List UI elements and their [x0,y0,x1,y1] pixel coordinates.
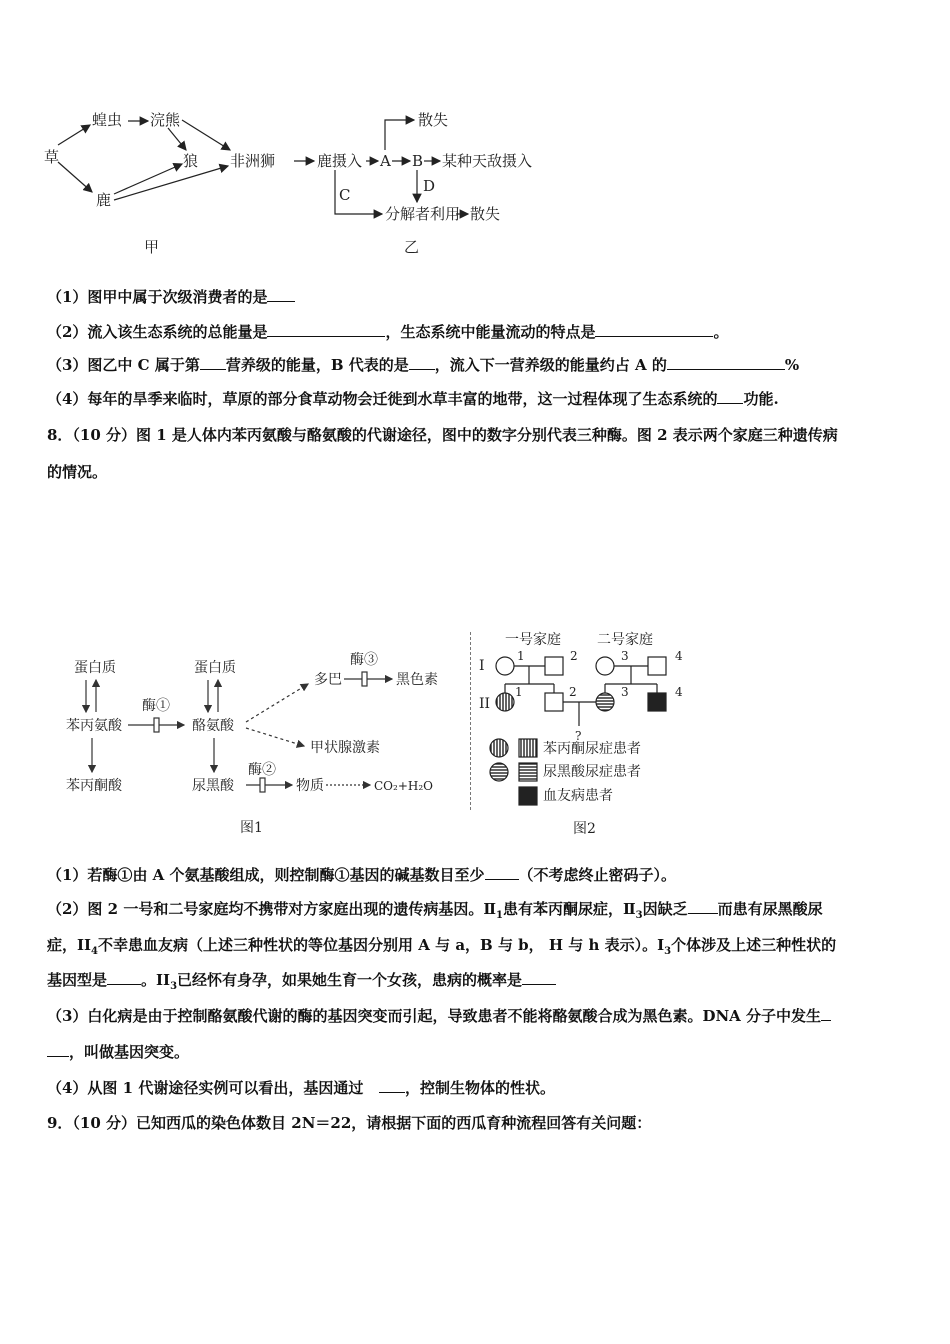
figure-1-pathway [60,640,460,840]
f2-ii4: 4 [675,685,683,699]
q8-part2-line1: （2）图 2 一号和二号家庭均不携带对方家庭出现的遗传病基因。$Ⅱ_1$患有苯丙酮尿症，$Ⅱ_3$因缺乏 而患有尿黑酸尿 [47,900,823,921]
q7-blank1[interactable] [267,287,295,302]
f2-i1-female [496,657,514,675]
f2-i4-male [648,657,666,675]
yi-predator: 某种天敌摄入 [442,152,533,170]
f2-i4: 4 [675,649,683,663]
arrow-grass-locust [58,125,90,145]
f2-legend-aku: 尿黑酸尿症患者 [543,764,641,780]
f2-caption: 图2 [573,821,596,837]
f2-ii1: 1 [515,685,523,699]
f1-caption: 图1 [240,820,263,836]
f2-family1: 一号家庭 [505,632,561,648]
node-grass: 草 [44,148,60,166]
f2-ii2: 2 [569,685,577,699]
q7-blank3[interactable] [595,322,713,337]
q7-blank7[interactable] [717,389,743,404]
f2-i3-female [596,657,614,675]
f2-legend-pku-circle [490,739,508,757]
q8-blank3[interactable] [107,970,141,985]
arrow-grass-deer [58,162,92,192]
q8-part2-line3: 基因型是 。$II_3$已经怀有身孕，如果她生育一个女孩，患病的概率是 [47,970,910,997]
yi-d: D [423,177,436,195]
f1-tyr: 酪氨酸 [192,718,234,734]
f1-arrow-tyr-thyroid [246,728,304,746]
f1-hga: 尿黑酸 [192,778,234,794]
f1-enzyme1: 酶① [142,698,170,714]
f2-i2: 2 [570,649,578,663]
f2-legend-pku-square [519,739,537,757]
f2-gen2: II [479,696,491,712]
f1-block-enzyme1 [154,718,159,732]
yi-c: C [339,186,351,204]
f2-ii1-female-pku [496,693,514,711]
yi-deer-intake: 鹿摄入 [317,152,363,170]
q8-intro-line2: 的情况。 [47,463,108,481]
q8-part4: （4）从图 1 代谢途径实例可以看出，基因通过 ，控制生物体的性状。 [47,1079,556,1097]
q8-blank5b[interactable] [47,1042,69,1057]
f1-protein-left: 蛋白质 [74,660,116,676]
caption-jia: 甲 [144,238,160,256]
q8-part1: （1）若酶①由 A 个氨基酸组成，则控制酶①基因的碱基数目至少 （不考虑终止密码子）。 [47,866,677,884]
q8-blank2[interactable] [688,899,718,914]
f2-i2-male [545,657,563,675]
f2-unknown: ? [575,729,582,743]
figure-2-pedigree [475,628,705,843]
q8-blank1[interactable] [485,865,519,880]
f2-legend-hemo-square [519,787,537,805]
q7-blank2[interactable] [267,322,385,337]
q8-part3-line1: （3）白化病是由于控制酪氨酸代谢的酶的基因突变而引起，导致患者不能将酪氨酸合成为黑色素。DNA 分子中发生 [47,1006,910,1026]
q7-part1: （1）图甲中属于次级消费者的是 [47,287,910,307]
f1-protein-right: 蛋白质 [194,660,236,676]
node-wolf: 狼 [183,152,199,170]
f1-thyroid: 甲状腺激素 [310,740,380,756]
f1-ppa: 苯丙酮酸 [66,778,122,794]
q8-part3-line2: ，叫做基因突变。 [47,1042,910,1062]
node-locust: 蝗虫 [92,111,123,129]
f1-phe: 苯丙氨酸 [66,718,122,734]
q9-intro: 9．（10 分）已知西瓜的染色体数目 2N＝22，请根据下面的西瓜育种流程回答有关问题： [47,1114,652,1132]
f2-i3: 3 [621,649,629,663]
f1-block-enzyme2 [260,778,265,792]
f2-legend-pku: 苯丙酮尿症患者 [543,741,641,757]
node-raccoon: 浣熊 [150,111,181,129]
f2-ii3: 3 [621,685,629,699]
yi-loss-top: 散失 [418,111,449,129]
f2-i1: 1 [517,649,525,663]
arrow-raccoon-wolf [168,128,186,150]
f2-legend-aku-circle [490,763,508,781]
f1-products: CO₂+H₂O [374,779,433,793]
figure-divider [470,632,471,810]
node-deer: 鹿 [96,191,112,209]
q7-blank5[interactable] [409,355,435,370]
f1-melanin: 黑色素 [396,672,438,688]
f1-dopa: 多巴 [314,672,342,688]
f2-ii3-female-aku [596,693,614,711]
f1-substance: 物质 [296,778,324,794]
q8-part2-line2: 症，$II_4$不幸患血友病（上述三种性状的等位基因分别用 A 与 a，B 与 b， H 与 h 表示）。$I_3$个体涉及上述三种性状的 [47,936,837,957]
q8-intro-line1: 8．（10 分）图 1 是人体内苯丙氨酸与酪氨酸的代谢途径，图中的数字分别代表三种酶。图 2 表示两个家庭三种遗传病 [47,426,838,444]
q7-blank6[interactable] [667,355,785,370]
q8-blank6[interactable] [379,1078,405,1093]
f1-arrow-tyr-dopa [246,684,308,722]
caption-yi: 乙 [404,238,420,256]
yi-a: A [380,152,391,170]
q8-blank4[interactable] [522,970,556,985]
yi-decomposer: 分解者利用 [385,205,461,223]
food-web-figures [40,100,550,265]
f2-legend-hemo: 血友病患者 [543,788,613,804]
q7-part2: （2）流入该生态系统的总能量是 ，生态系统中能量流动的特点是 。 [47,323,729,341]
q7-part4: （4）每年的旱季来临时，草原的部分食草动物会迁徙到水草丰富的地带，这一过程体现了生态系统的 功能. [47,390,779,408]
q7-part3: （3）图乙中 C 属于第 营养级的能量，B 代表的是 ，流入下一营养级的能量约占 A 的 % [47,356,800,374]
q7-blank4[interactable] [200,355,226,370]
f2-ii2-male [545,693,563,711]
f1-enzyme3: 酶③ [350,652,378,668]
f2-ii4-male-hemo [648,693,666,711]
f1-block-enzyme3 [362,672,367,686]
f2-family2: 二号家庭 [597,632,653,648]
arrow-raccoon-lion [182,120,230,150]
q8-blank5a[interactable] [821,1006,831,1021]
arrow-deer-lion [114,166,228,200]
f2-gen1: I [479,658,485,674]
yi-loss-bottom: 散失 [470,205,501,223]
f1-enzyme2: 酶② [248,762,276,778]
yi-b: B [412,152,424,170]
node-lion: 非洲狮 [230,152,276,170]
f2-legend-aku-square [519,763,537,781]
yi-arrow-a-loss [385,120,414,150]
